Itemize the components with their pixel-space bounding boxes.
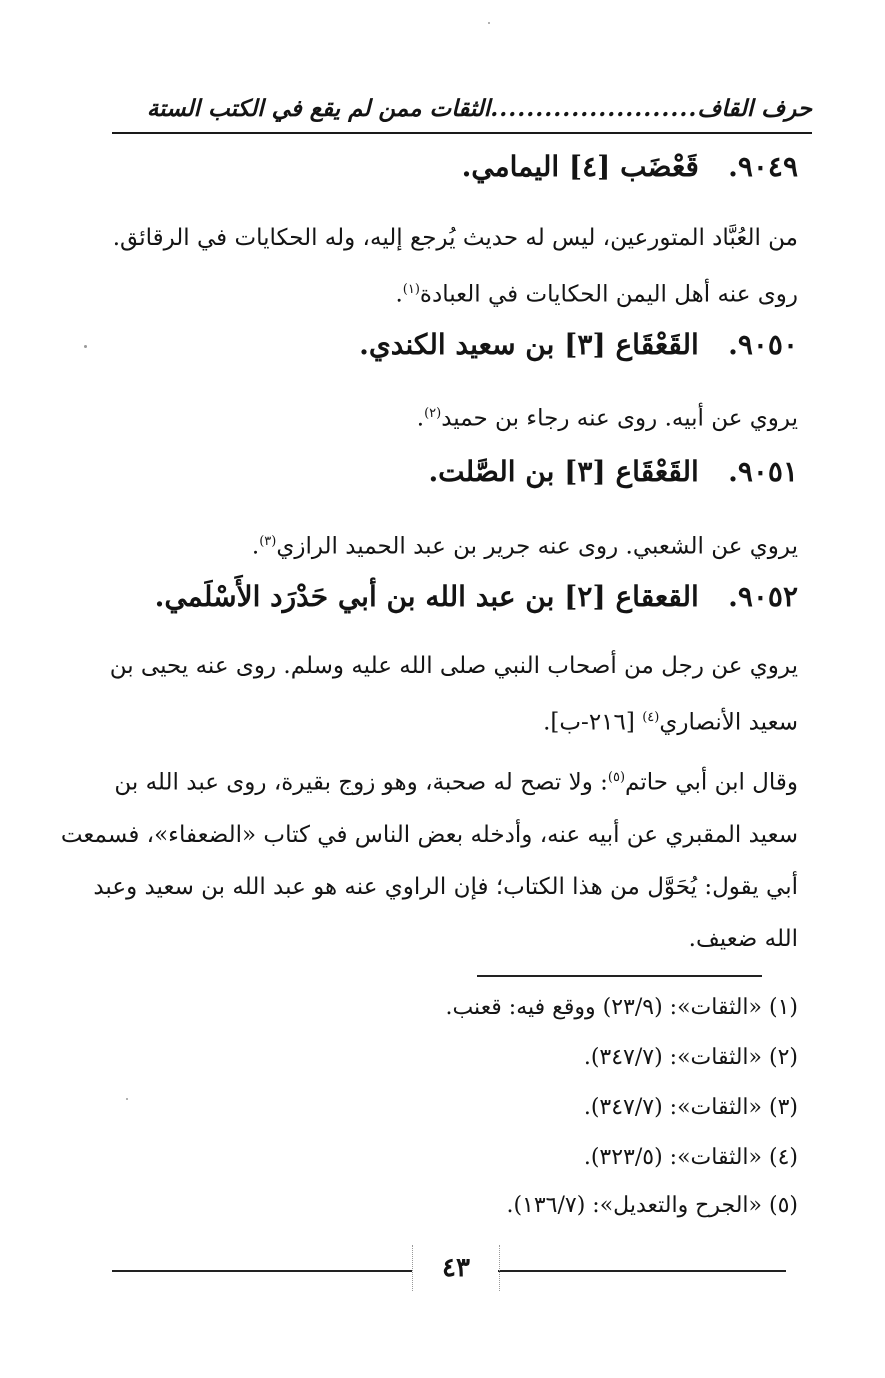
footnote-ref: (٥) [607,770,626,785]
body-line: يروي عن الشعبي. روى عنه جرير بن عبد الحميد الرازي$^{(٣)}$. [251,533,798,560]
footnote-ref: (٣) [259,534,277,549]
footnote: (٥) «الجرح والتعديل»: (١٣٦/٧). [506,1193,798,1218]
entry-heading [100,455,798,488]
body-line: سعيد الأنصاري$^{(٤)}$ [٢١٦-ب]. [543,709,798,736]
body-line: سعيد المقبري عن أبيه عنه، وأدخله بعض الناس في كتاب «الضعفاء»، فسمعت [60,821,798,848]
scan-speck [488,22,490,24]
entry-heading [100,580,798,613]
body-line: يروي عن أبيه. روى عنه رجاء بن حميد$^{(٢)}$. [416,405,798,432]
body-line: من العُبَّاد المتورعين، ليس له حديث يُرجع إليه، وله الحكايات في الرقائق. [112,225,798,251]
body-line: وقال ابن أبي حاتم$^{(٥)}$: ولا تصح له صحبة، وهو زوج بقيرة، روى عبد الله بن [114,769,798,796]
book-title: الثقات ممن لم يقع في الكتب الستة [146,94,491,122]
footnote: (٤) «الثقات»: (٣٢٣/٥). [583,1145,798,1170]
footnote-ref: (٤) [642,710,660,725]
entry-name: القَعْقَاع [٣] بن الصَّلت. [428,455,699,488]
entry-number: ٩٠٥٢. [728,580,798,613]
entry-number: ٩٠٥١. [728,455,798,488]
body-line: الله ضعيف. [688,925,798,952]
footer-rule-left [112,1270,412,1272]
footnote: (٢) «الثقات»: (٣٤٧/٧). [583,1045,798,1070]
footnote-separator [477,975,762,977]
footnote-ref: (٢) [424,406,442,421]
entry-heading [100,328,798,361]
entry-name: القَعْقَاع [٣] بن سعيد الكندي. [359,328,699,361]
entry-body [100,516,798,573]
running-header [112,88,812,128]
header-dots: ....................... [490,94,698,122]
entry-number: ٩٠٤٩. [728,150,798,183]
body-line: روى عنه أهل اليمن الحكايات في العبادة$^{(١)}$. [395,281,798,308]
entry-body [100,388,798,445]
scan-speck [126,1098,128,1100]
body-line: أبي يقول: يُحَوَّل من هذا الكتاب؛ فإن الراوي عنه هو عبد الله بن سعيد وعبد [93,873,798,900]
footnote: (١) «الثقات»: (٢٣/٩) ووقع فيه: قعنب. [445,995,798,1020]
chapter-title: حرف القاف [697,94,812,122]
footnote: (٣) «الثقات»: (٣٤٧/٧). [583,1095,798,1120]
entry-name: قَعْضَب [٤] اليمامي. [461,150,699,183]
page-number: ٤٣ [412,1245,500,1291]
entry-body [100,640,798,749]
entry-number: ٩٠٥٠. [728,328,798,361]
entry-note [60,752,798,965]
footnote-ref: (١) [402,282,420,297]
scan-speck [84,345,87,348]
header-rule [112,132,812,134]
entry-heading [100,150,798,183]
body-line: يروي عن رجل من أصحاب النبي صلى الله عليه وسلم. روى عنه يحيى بن [109,653,798,679]
entry-name: القعقاع [٢] بن عبد الله بن أبي حَدْرَد الأَسْلَمي. [154,580,699,613]
entry-body [100,212,798,321]
footer-rule-right [498,1270,786,1272]
